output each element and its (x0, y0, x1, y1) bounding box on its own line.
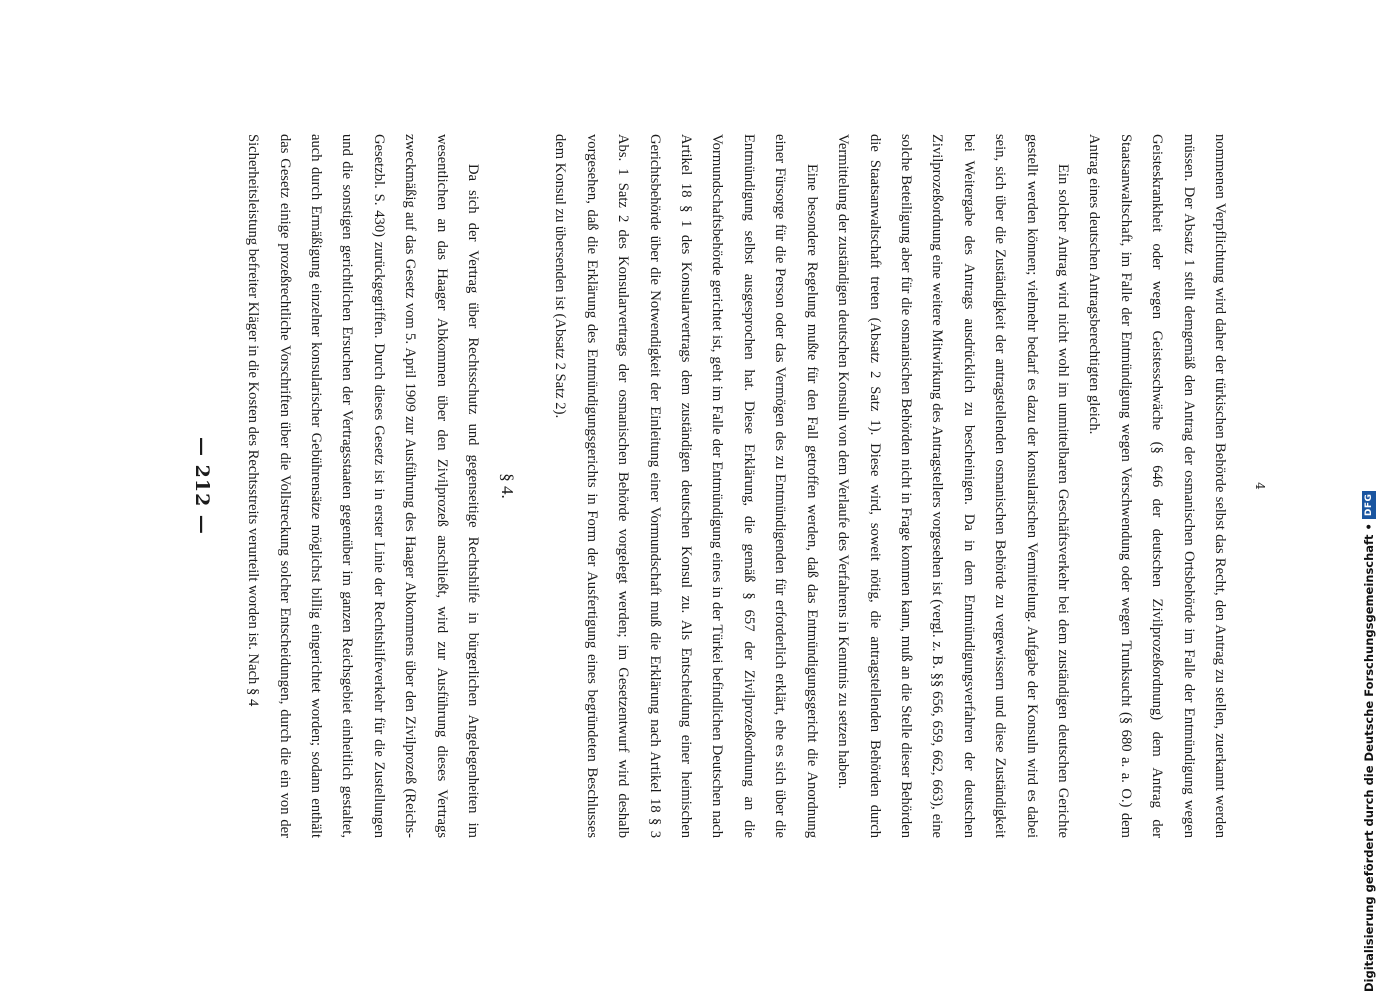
paragraph-1: nommenen Verpflichtung wird daher der türkischen Behörde selbst das Recht, den Antrag zu stellen, zuerkannt werden müssen. Der Absatz 1 stellt demgemäß den Antrag der osmanischen Ortsbehörde im Falle der Entmündigung wegen Geisteskrankheit oder wegen Geistesschwäche (§ 646 der deutschen Zivilprozeßordnung) dem Antrag der Staatsanwaltschaft, im Falle der Entmündigung wegen Verschwendung oder wegen Trunksucht (§ 680 a. a. O.) dem Antrag eines deutschen Antragsberechtigten gleich. (1086, 134, 1228, 838)
dfg-sidebar (1358, 8, 1380, 992)
body-text (237, 134, 1235, 838)
paragraph-section-4: Da sich der Vertrag über Rechtsschutz und gegenseitige Rechtshilfe in bürgerlichen Angelegenheiten im wesentlichen an das Haager Abkommen über den Zivilprozeß anschließt, wird zur Ausführung dieses Vertrags zweckmäßig auf das Gesetz vom 5. April 1909 zur Ausführung des Haager Abkommens über den Zivilprozeß (Reichs-Gesetzbl. S. 430) zurückgegriffen. Durch dieses Gesetz ist in erster Linie der Rechtshilfeverkehr für die Zustellungen und die sonstigen gerichtlichen Ersuchen der Vertragsstaaten gegenüber im ganzen Reichsgebiet einheitlich gestaltet, auch durch Ermäßigung einzelner konsularischer Gebührensätze möglichst billig eingerichtet worden; sodann enthält das Gesetz einige prozeßrechtliche Vorschriften über die Vollstreckung solcher Entscheidungen, durch die ein von der Sicherheitsleistung befreiter Kläger in die Kosten des Rechtsstreits verurteilt worden ist. Nach § 4 (245, 134, 482, 838)
section-heading: § 4. (498, 473, 518, 499)
signature-mark: 4 (1253, 482, 1267, 490)
funding-note: Digitalisierung gefördert durch die Deutsche Forschungsgemeinschaft • (1362, 523, 1376, 992)
paragraph-3: Eine besondere Regelung mußte für den Fall getroffen werden, daß das Entmündigungsgericht die Anordnung einer Fürsorge für die Person oder das Vermögen des zu Entmündigenden für erforderlich erklärt, ehe es sich über die Entmündigung selbst ausgesprochen hat. Diese Erklärung, die gemäß § 657 der Zivilprozeßordnung an die Vormundschaftsbehörde gerichtet ist, geht im Falle der Entmündigung eines in der Türkei befindlichen Deutschen nach Artikel 18 § 1 des Konsularvertrags dem zuständigen deutschen Konsul zu. Als Entscheidung einer heimischen Gerichtsbehörde über die Notwendigkeit der Einleitung einer Vormundschaft muß die Erklärung nach Artikel 18 § 3 Abs. 1 Satz 2 des Konsularvertrags der osmanischen Behörde vorgelegt werden; im Gesetzentwurf wird deshalb vorgesehen, daß die Erklärung des Entmündigungsgerichts in Form der Ausfertigung eines begründeten Beschlusses dem Konsul zu übersenden ist (Absatz 2 Satz 2). (552, 134, 820, 838)
page-number-header: — 212 — (191, 437, 213, 535)
dfg-logo: DFG (1362, 491, 1376, 520)
document-page (155, 134, 1267, 838)
paragraph-2: Ein solcher Antrag wird nicht wohl im unmittelbaren Geschäftsverkehr bei dem zuständigen deutschen Gerichte gestellt werden können; vielmehr bedarf es dazu der konsularischen Vermittelung. Aufgabe der Konsuln wird es dabei sein, sich über die Zuständigkeit der antragstellenden osmanischen Behörde zu vergewissern und diese Zuständigkeit bei Weitergabe des Antrags ausdrücklich zu bescheinigen. Da in dem Entmündigungsverfahren der deutschen Zivilprozeßordnung eine weitere Mitwirkung des Antragstellers vorgesehen ist (vergl. z. B. §§ 656, 659, 662, 663), eine solche Beteiligung aber für die osmanischen Behörden nicht in Frage kommen kann, muß an die Stelle dieser Behörden die Staatsanwaltschaft treten (Absatz 2 Satz 1). Diese wird, soweit nötig, die antragstellenden Behörden durch Vermittelung der zuständigen deutschen Konsuln von dem Verlaufe des Verfahrens in Kenntnis zu setzen haben. (835, 134, 1071, 838)
